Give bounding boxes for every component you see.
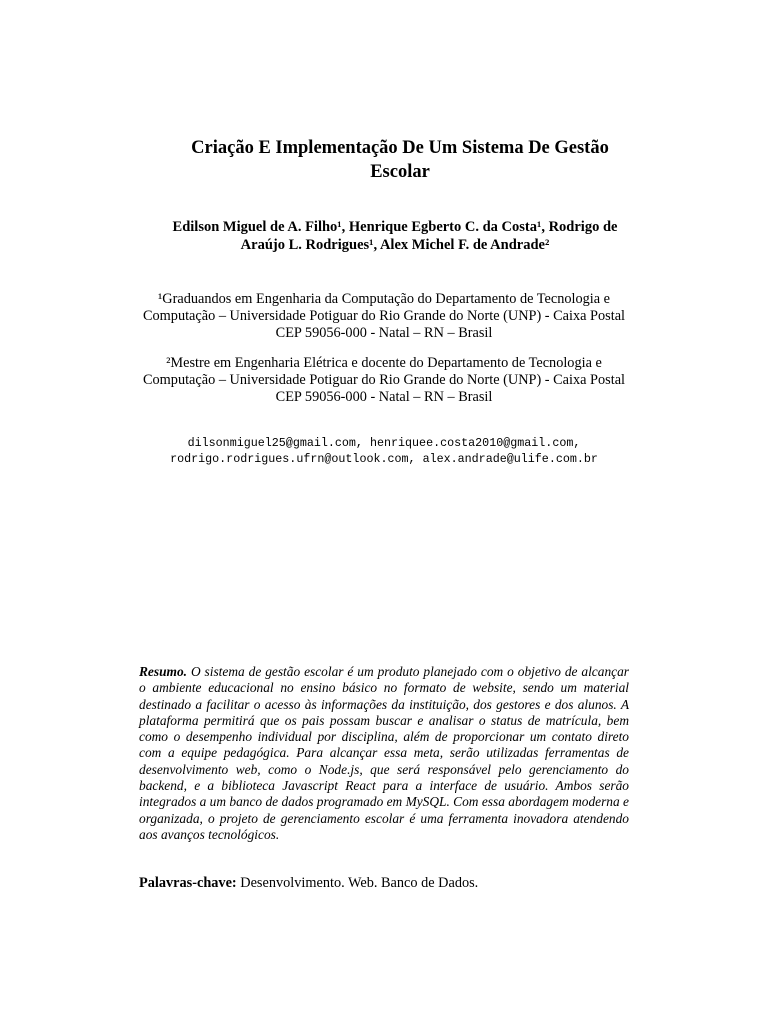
affiliation-1-line-1: ¹Graduandos em Engenharia da Computação do Departamento de Tecnologia e [157,291,611,307]
affiliation-1 [100,291,668,342]
authors-line-2: Araújo L. Rodrigues¹, Alex Michel F. de Andrade² [240,237,550,253]
affiliation-2-line-3: CEP 59056-000 - Natal – RN – Brasil [275,389,493,405]
affiliation-1-line-3: CEP 59056-000 - Natal – RN – Brasil [275,325,493,341]
author-emails [90,435,678,467]
affiliation-2-line-2: Computação – Universidade Potiguar do Rio Grande do Norte (UNP) - Caixa Postal [142,372,626,388]
paper-title [120,136,680,184]
abstract-text: O sistema de gestão escolar é um produto planejado com o objetivo de alcançar o ambiente educacional no ensino básico no formato de website, sendo um material destinado a facilitar o acesso às informações da instituição, dos gestores e dos alunos. A plataforma permitirá que os pais possam buscar e analisar o status de matrícula, bem como o desempenho individual por disciplina, além de proporcionar um contato direto com a equipe pedagógica. Para alcançar essa meta, serão utilizadas ferramentas de desenvolvimento web, como o Node.js, que será responsável pelo gerenciamento do backend, e a biblioteca Javascript React para a interface de usuário. Ambos serão integrados a um banco de dados programado em MySQL. Com essa abordagem moderna e organizada, o projeto de gerenciamento escolar é uma ferramenta inovadora atendendo aos avanços tecnológicos. [139,664,629,842]
affiliation-1-line-2: Computação – Universidade Potiguar do Rio Grande do Norte (UNP) - Caixa Postal [142,308,626,324]
affiliation-2-line-1: ²Mestre em Engenharia Elétrica e docente do Departamento de Tecnologia e [166,355,602,371]
keywords-paragraph [139,875,629,892]
authors-line-1: Edilson Miguel de A. Filho¹, Henrique Egberto C. da Costa¹, Rodrigo de [172,219,618,235]
affiliation-2 [100,355,668,406]
emails-line-2: rodrigo.rodrigues.ufrn@outlook.com, alex.andrade@ulife.com.br [170,452,598,466]
author-list [100,218,690,254]
emails-line-1: dilsonmiguel25@gmail.com, henriquee.costa2010@gmail.com, [187,436,581,450]
keywords-label: Palavras-chave: [139,875,237,891]
abstract-label: Resumo. [139,664,187,679]
title-line-2: Escolar [370,162,430,182]
abstract-paragraph [139,664,629,843]
keywords-text: Desenvolvimento. Web. Banco de Dados. [240,875,479,891]
title-line-1: Criação E Implementação De Um Sistema De Gestão [191,138,609,158]
